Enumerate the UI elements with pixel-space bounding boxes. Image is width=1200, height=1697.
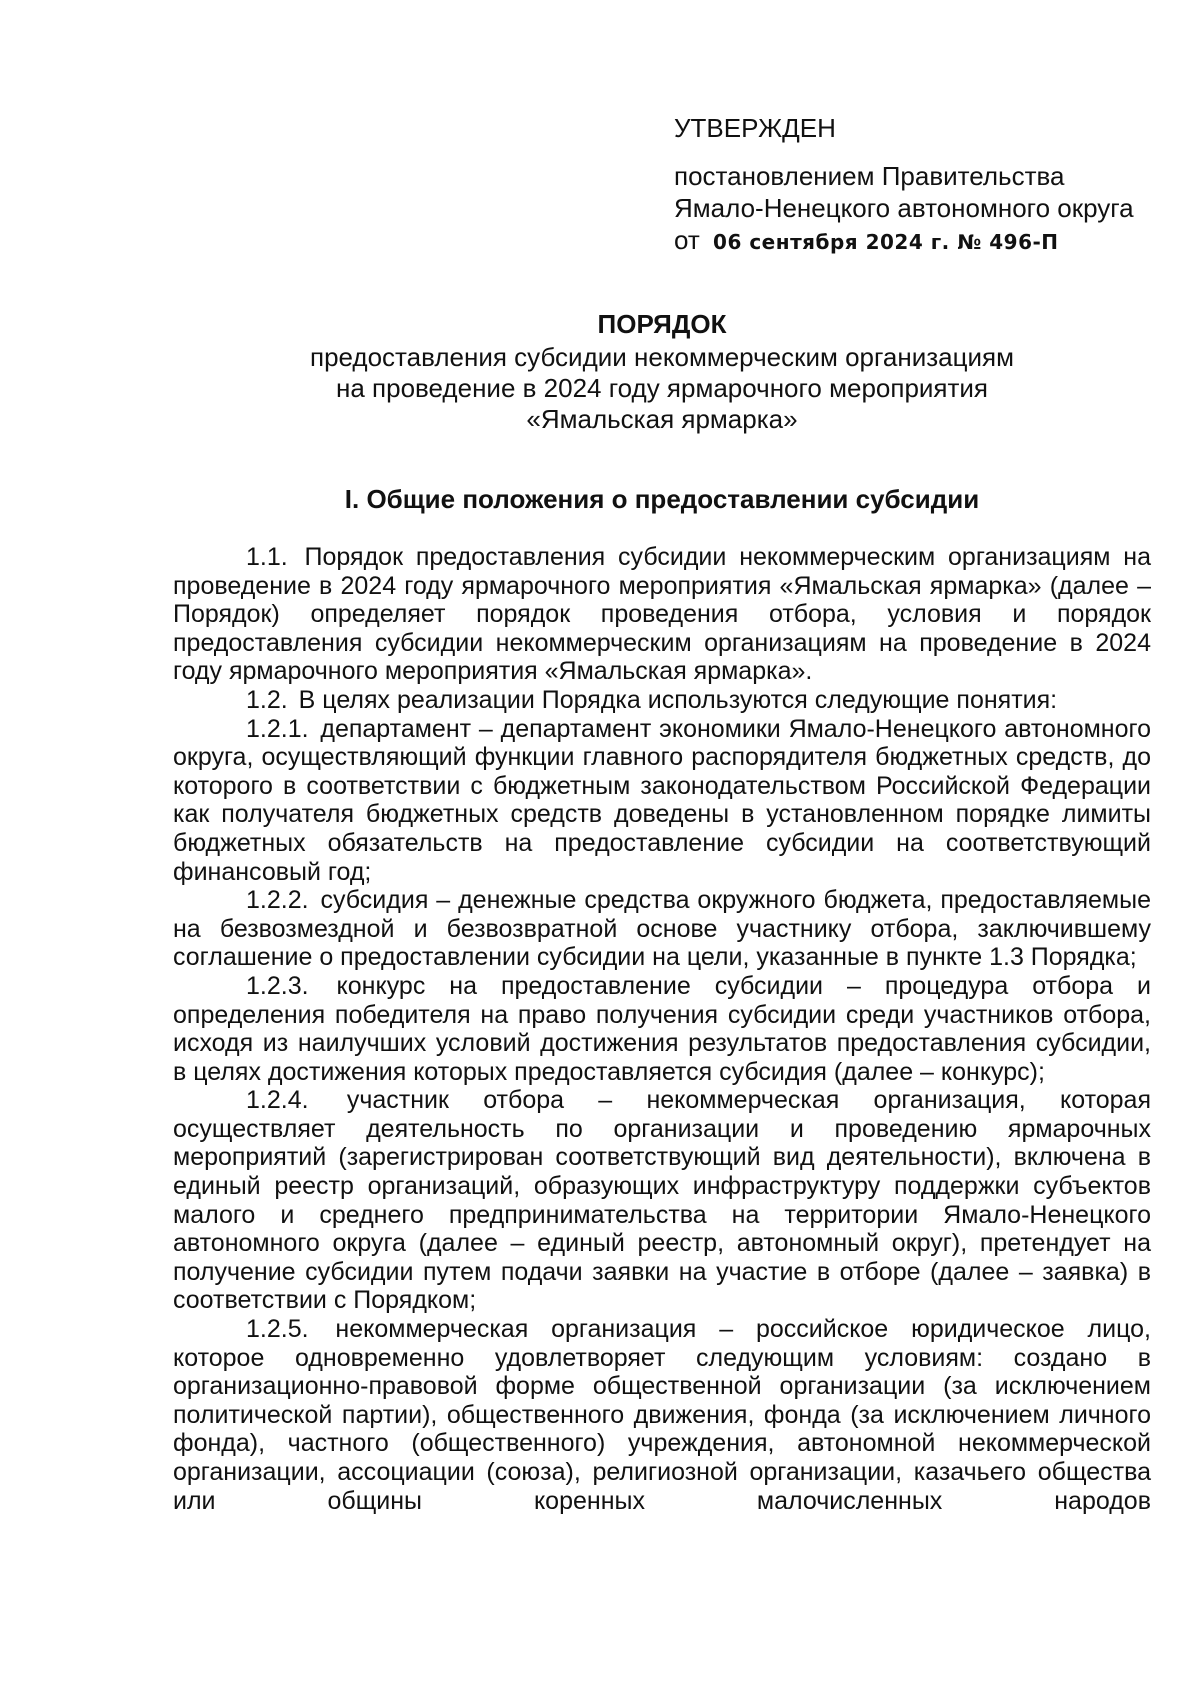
paragraph-number: 1.2.3.: [246, 971, 309, 1000]
paragraph-1-2: [173, 686, 1151, 715]
paragraph-number: 1.2.: [246, 685, 288, 714]
paragraph-1-2-3: [173, 972, 1151, 1086]
paragraph-number: 1.2.2.: [246, 886, 309, 915]
paragraph-number: 1.2.1.: [246, 714, 309, 743]
document-subtitle-1: предоставления субсидии некоммерческим организациям: [310, 342, 1014, 372]
document-subtitle-2: на проведение в 2024 году ярмарочного мероприятия: [335, 373, 989, 403]
approval-line-2: Ямало-Ненецкого автономного округа: [674, 193, 1134, 223]
approval-line-1: постановлением Правительства: [674, 161, 1065, 191]
paragraph-text: некоммерческая организация – российское юридическое лицо, которое одновременно удовлетворяет следующим условиям: создано в организационно-правовой форме общественной организации (за исключением политической партии), общественного движения, фонда (за исключением личного фонда), частного (общественного) учреждения, автономной некоммерческой организации, ассоциации (союза), религиозной организации, казачьего общества или общины коренных малочисленных народов: [173, 1315, 1151, 1515]
document-body: [173, 543, 1151, 1515]
paragraph-1-2-2: [173, 886, 1151, 972]
approval-block: [674, 112, 1174, 258]
paragraph-1-2-1: [173, 715, 1151, 887]
paragraph-1-2-5: [173, 1315, 1151, 1515]
paragraph-number: 1.2.4.: [246, 1086, 309, 1115]
paragraph-text: В целях реализации Порядка используются следующие понятия:: [298, 685, 1058, 714]
paragraph-number: 1.2.5.: [246, 1315, 309, 1344]
date-prefix: от: [674, 225, 700, 255]
paragraph-text: субсидия – денежные средства окружного бюджета, предоставляемые на безвозмездной и безвозвратной основе участнику отбора, заключившему соглашение о предоставлении субсидии на цели, указанные в пункте 1.3 Порядка;: [173, 886, 1151, 972]
paragraph-text: конкурс на предоставление субсидии – процедура отбора и определения победителя на право получения субсидии среди участников отбора, исходя из наилучших условий достижения результатов предоставления субсидии, в целях достижения которых предоставляется субсидия (далее – конкурс);: [173, 971, 1151, 1086]
approval-stamp: УТВЕРЖДЕН: [674, 113, 836, 143]
section-heading: I. Общие положения о предоставлении субсидии: [344, 484, 980, 514]
paragraph-1-1: [173, 543, 1151, 686]
paragraph-text: участник отбора – некоммерческая организация, которая осуществляет деятельность по организации и проведению ярмарочных мероприятий (зарегистрирован соответствующий вид деятельности), включена в единый реестр организаций, образующих инфраструктуру поддержки субъектов малого и среднего предпринимательства на территории Ямало-Ненецкого автономного округа (далее – единый реестр, автономный округ), претендует на получение субсидии путем подачи заявки на участие в отборе (далее – заявка) в соответствии с Порядком;: [173, 1086, 1151, 1315]
paragraph-text: департамент – департамент экономики Ямало-Ненецкого автономного округа, осуществляющий функции главного распорядителя бюджетных средств, до которого в соответствии с бюджетным законодательством Российской Федерации как получателя бюджетных средств доведены в установленном порядке лимиты бюджетных обязательств на предоставление субсидии на соответствующий финансовый год;: [173, 714, 1151, 886]
document-title: ПОРЯДОК: [597, 309, 727, 339]
paragraph-1-2-4: [173, 1086, 1151, 1315]
approval-date-line: [674, 224, 1174, 258]
paragraph-number: 1.1.: [246, 543, 288, 571]
document-title-block: [160, 309, 1164, 435]
decree-date-number: 06 сентября 2024 г. № 496-П: [713, 230, 1059, 254]
document-subtitle-3: «Ямальская ярмарка»: [526, 404, 798, 434]
paragraph-text: Порядок предоставления субсидии некоммерческим организациям на проведение в 2024 году ярмарочного мероприятия «Ямальская ярмарка» (далее – Порядок) определяет порядок проведения отбора, условия и порядок предоставления субсидии некоммерческим организациям на проведение в 2024 году ярмарочного мероприятия «Ямальская ярмарка».: [173, 543, 1151, 686]
